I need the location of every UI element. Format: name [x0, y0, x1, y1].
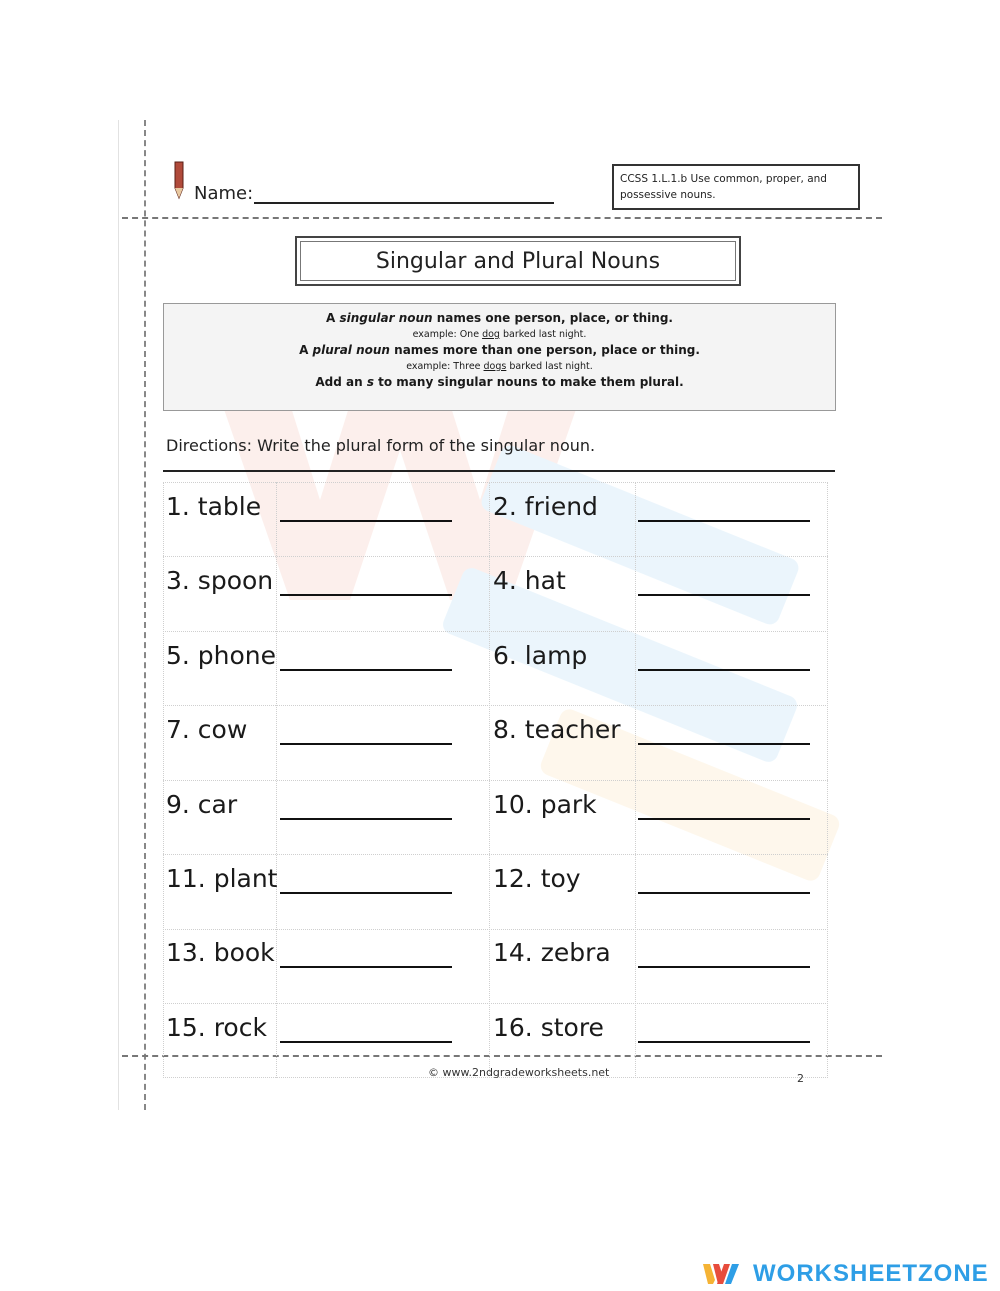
noun-item: 16. store — [493, 1013, 604, 1042]
name-field-line[interactable] — [254, 202, 554, 204]
noun-item: 13. book — [166, 938, 275, 967]
definition-box — [163, 303, 836, 411]
noun-item: 11. plant — [166, 864, 278, 893]
title-box — [295, 236, 741, 286]
worksheetzone-logo — [703, 1260, 989, 1288]
noun-item: 12. toy — [493, 864, 581, 893]
copyright-url: © www.2ndgradeworksheets.net — [428, 1066, 610, 1079]
grid-line — [163, 631, 828, 632]
answer-blank[interactable] — [638, 520, 810, 522]
singular-definition: A singular noun names one person, place, or thing. — [325, 311, 673, 325]
noun-item: 14. zebra — [493, 938, 611, 967]
plural-definition: A plural noun names more than one person, place or thing. — [299, 343, 700, 357]
name-label: Name: — [194, 183, 254, 204]
answer-blank[interactable] — [280, 594, 452, 596]
grid-line — [163, 929, 828, 930]
margin-line — [118, 120, 119, 1110]
answer-blank[interactable] — [280, 818, 452, 820]
answer-blank[interactable] — [280, 892, 452, 894]
plural-example: example: Three dogs barked last night. — [406, 361, 593, 372]
standard-text-line2: possessive nouns. — [620, 189, 716, 201]
noun-item: 1. table — [166, 492, 262, 521]
standard-box — [612, 164, 860, 210]
grid-line — [163, 556, 828, 557]
answer-blank[interactable] — [638, 594, 810, 596]
brand-name: WORKSHEETZONE — [753, 1260, 989, 1287]
page-number: 2 — [797, 1072, 804, 1085]
grid-line — [163, 705, 828, 706]
grid-line — [163, 482, 828, 483]
answer-blank[interactable] — [638, 892, 810, 894]
answer-blank[interactable] — [280, 743, 452, 745]
plural-rule: Add an s to many singular nouns to make them plural. — [315, 375, 684, 389]
noun-item: 3. spoon — [166, 566, 274, 595]
cut-line-vertical — [144, 120, 146, 1110]
answer-blank[interactable] — [638, 1041, 810, 1043]
noun-item: 9. car — [166, 790, 238, 819]
directions-text: Directions: Write the plural form of the singular noun. — [166, 436, 596, 455]
answer-blank[interactable] — [280, 966, 452, 968]
noun-item: 8. teacher — [493, 715, 621, 744]
directions-underline — [163, 470, 835, 472]
singular-example: example: One dog barked last night. — [412, 329, 587, 340]
noun-item: 15. rock — [166, 1013, 267, 1042]
grid-line — [163, 780, 828, 781]
w-logo-icon — [703, 1262, 739, 1286]
noun-item: 4. hat — [493, 566, 566, 595]
noun-item: 5. phone — [166, 641, 277, 670]
noun-item: 2. friend — [493, 492, 598, 521]
answer-blank[interactable] — [638, 818, 810, 820]
cut-line-top — [122, 217, 882, 219]
standard-text-line1: CCSS 1.L.1.b Use common, proper, and — [620, 173, 827, 185]
grid-line — [163, 854, 828, 855]
answer-blank[interactable] — [638, 966, 810, 968]
page-title: Singular and Plural Nouns — [300, 241, 736, 281]
answer-blank[interactable] — [280, 520, 452, 522]
answer-blank[interactable] — [280, 669, 452, 671]
answer-blank[interactable] — [638, 669, 810, 671]
answer-blank[interactable] — [280, 1041, 452, 1043]
pencil-icon — [172, 160, 188, 200]
noun-item: 6. lamp — [493, 641, 588, 670]
grid-line — [163, 1003, 828, 1004]
noun-item: 7. cow — [166, 715, 248, 744]
answer-blank[interactable] — [638, 743, 810, 745]
noun-item: 10. park — [493, 790, 597, 819]
